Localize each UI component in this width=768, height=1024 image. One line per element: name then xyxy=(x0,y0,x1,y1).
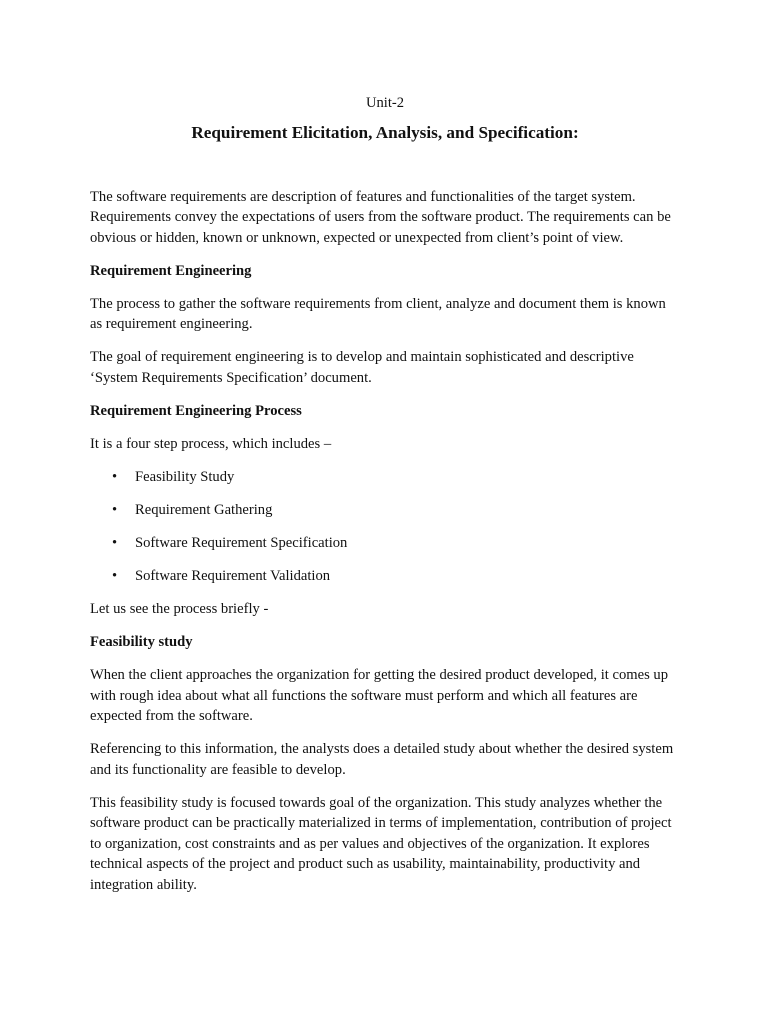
list-item xyxy=(90,467,680,488)
heading-requirement-engineering: Requirement Engineering xyxy=(90,262,252,279)
feasibility-paragraph-2: Referencing to this information, the analysts does a detailed study about whether the desired system and its functionality are feasible to develop. xyxy=(90,741,674,778)
req-eng-paragraph-1: The process to gather the software requirements from client, analyze and document them is known as requirement engineering. xyxy=(90,295,666,332)
list-item-label: Requirement Gathering xyxy=(135,501,273,518)
list-item xyxy=(90,533,680,554)
req-eng-paragraph-2: The goal of requirement engineering is to develop and maintain sophisticated and descriptive ‘System Requirements Specification’ document. xyxy=(90,349,634,386)
heading-feasibility-study: Feasibility study xyxy=(90,634,193,651)
heading-requirement-engineering-process: Requirement Engineering Process xyxy=(90,402,302,419)
bullet-icon: • xyxy=(112,501,118,518)
document-page xyxy=(90,93,680,908)
process-outro: Let us see the process briefly - xyxy=(90,601,269,618)
bullet-icon: • xyxy=(112,568,118,585)
process-steps-list xyxy=(90,467,680,587)
document-title: Requirement Elicitation, Analysis, and Specification: xyxy=(191,122,579,142)
intro-paragraph: The software requirements are description of features and functionalities of the target system. Requirements convey the expectations of users from the software product. The requirements can be obvious or hidden, known or unknown, expected or unexpected from client’s point of view. xyxy=(90,188,671,246)
process-intro: It is a four step process, which includes – xyxy=(90,435,332,452)
list-item xyxy=(90,500,680,521)
list-item-label: Software Requirement Validation xyxy=(135,568,331,585)
list-item-label: Software Requirement Specification xyxy=(135,535,348,552)
list-item xyxy=(90,566,680,587)
bullet-icon: • xyxy=(112,535,118,552)
bullet-icon: • xyxy=(112,468,118,485)
list-item-label: Feasibility Study xyxy=(135,468,235,485)
feasibility-paragraph-3: This feasibility study is focused towards goal of the organization. This study analyzes whether the software product can be practically materialized in terms of implementation, contribution of project to organization, cost constraints and as per values and objectives of the organization. It explores technical aspects of the project and product such as usability, maintainability, productivity and integration ability. xyxy=(90,794,672,893)
unit-label: Unit-2 xyxy=(365,95,405,111)
feasibility-paragraph-1: When the client approaches the organization for getting the desired product developed, it comes up with rough idea about what all functions the software must perform and which all features are expected from the software. xyxy=(90,667,669,725)
